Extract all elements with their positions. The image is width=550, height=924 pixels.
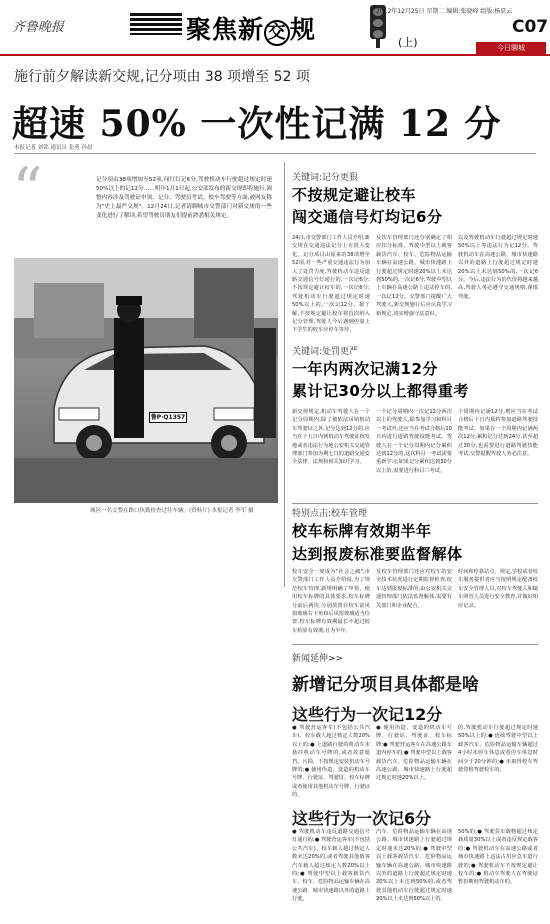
quote-mark-icon: “: [12, 155, 43, 225]
byline: 本报记者 刘铭 通讯员 张勇 孙晨: [14, 145, 93, 151]
main-headline: 超速 50% 一次性记满 12 分: [12, 103, 502, 145]
column-title: 聚焦新 交 规: [186, 15, 317, 44]
section2-col2: 一个记分周期内一次记12分两次以上的驾驶人,除参加学习和科目一考试外,还应当在考试合格后10日内进行道路驾驶技能考试。驾驶人在一个记分周期内记分累积达到12分的,这次科目一考试需要重新学习;如果记分累积达到30分以上的,需要进行科目三考试。: [376, 409, 452, 474]
section1-col3: 以及驾驶机动车行驶超过规定时速50%以上等违法行为记12分。驾驶机动车在高速公路、城市快速路以外的道路上行驶超过规定时速20%以上未达到50%的,一次记6分。今后,违法行为的代价将越来越高,驾驶人务必遵守交通规则,谨慎驾驶。: [458, 235, 538, 300]
photo-illustration: [14, 258, 278, 503]
section1-col1: 24日,市交警部门工作人员介绍,新交规在交通违法记分上有很大变化。记分项目由原来的38项增至52项,对一些严重交通违法行为加大了处罚力度,驾驶机动车违反道路交通信号灯通行的,一次记6分;不按规定避让校车的,一次记6分;驾驶机动车行驶超过规定时速50%以上的,一次记12分。据了解,不按规定避让校车将首次纳入记分管理,驾驶人今后遇到停靠上下学生的校车应停车等待。: [292, 235, 370, 334]
section1-title-line2: 闯交通信号灯均记6分: [292, 208, 443, 226]
section4-sub1-col1: ● 驾驶营运客车(不包括公共汽车)、校车载人超过核定人数20%以上的;● 上道路行驶的机动车未悬挂机动车号牌的,或者故意遮挡、污损、不按规定安装机动车号牌的;● 使用伪造、变造的机动车号牌、行驶证、驾驶证、校车标牌或者使用其他机动车号牌、行驶证的。: [292, 725, 370, 799]
section2-col1: 新交规规定,机动车驾驶人在一个记分周期内,除了被依法吊销机动车驾驶证之外,记分达到12分的,应当在十五日内到机动车驾驶证核发地或者违法行为地公安机关交通管理部门参加为期七日的道路交通安全法律、法规和相关知识学习。: [292, 409, 370, 466]
page-number: C07: [512, 17, 549, 37]
category-badge: 今日聊城: [476, 42, 546, 54]
traffic-police-photo: [14, 258, 278, 503]
lead-paragraph: 记分项由38项增加至52项,闯红灯记6分,驾驶机动车行驶超过规定时速50%以上的记12分……明年1月1日起,公安部发布的新交规即将施行,调整内容涉及驾驶证申领、记分、驾驶员考试、校车驾驶等方面,被网友称为"史上最严交规"。12月24日,记者请聊城市交警部门对新交规的一些变化进行了解读,希望驾驶员朋友们提前熟悉相关规定。: [96, 177, 272, 219]
column-part-label: (上): [398, 36, 418, 49]
section4-sub1-col2: ● 使用伪造、变造的机动车号牌、行驶证、驾驶证、校车标牌;● 驾驶营运客车在高速公路车道内停车的;● 驾驶中型以上载客载货汽车、危险物品运输车辆在高速公路、城市快速路上行驶超过规定时速20%以上。: [376, 725, 452, 782]
section1-col2: 及饮车管理部门还分别确定了相应扣分标准。驾驶中型以上载客载货汽车、校车、危险物品运输车辆在高速公路、城市快速路上行驶超过规定时速20%以上未达到50%的,一次记6分;驾驶中型以上车辆在高速公路上违法停车的,一次记12分。交警部门提醒广大驾驶人,新交规施行后应认真学习新规定,切实增强守法意识。: [376, 235, 452, 317]
traffic-light-pole: [376, 38, 380, 48]
section4-label: 新闻延伸>>: [292, 654, 344, 664]
kicker-headline: 施行前夕解读新交规,记分项由 38 项增至 52 项: [14, 69, 310, 85]
masthead-stripe-decoration: [130, 13, 182, 35]
section4-title: 新增记分项目具体都是啥: [292, 675, 479, 695]
column-title-circle: 交: [264, 20, 290, 46]
section4-sub1: 这些行为一次记12分: [292, 705, 443, 724]
section4-sub2-col1: ● 驾驶机动车违反道路交通信号灯通行的;● 驾驶营运客车(不包括公共汽车)、校车载人超过核定人数未达20%的,或者驾驶其他载客汽车载人超过核定人数20%以上的;● 驾驶中型以上载客载货汽车、校车、危险物品运输车辆在高速公路、城市快速路以外的道路上行驶。: [292, 829, 370, 903]
section1-label: 关键词:记分更狠: [292, 173, 359, 183]
section3-col2: 及校车管理部门还应对校车的安全技术状况进行定期监督检查,校车达到报废标准的,由公安机关交通管理部门依法监督解体,需要有关部门和企业配合。: [376, 569, 452, 609]
license-plate: 鲁P·Q1357: [150, 414, 186, 421]
section2-label: 关键词:处罚更严: [292, 347, 359, 357]
newspaper-name: 齐鲁晚报: [12, 20, 65, 35]
section3-title-line1: 校车标牌有效期半年: [292, 522, 432, 540]
section4-sub2-col3: 50%的;● 驾驶货车载物超过核定载质量30%以上或者违反规定载客的;● 驾驶机动车在高速公路或者城市快速路上违法占用应急车道行驶的;● 驾驶机动车不按规定避让校车的;● 机动车驾驶人在驾驶证暂扣期间驾驶机动车的。: [458, 829, 538, 886]
section-rule-2: [292, 644, 538, 645]
section4-sub2: 这些行为一次记6分: [292, 809, 432, 828]
section2-title-line1: 一年内两次记满12分: [292, 360, 438, 378]
section1-title-line1: 不按规定避让校车: [292, 186, 417, 204]
section3-title-line2: 达到报废标准要监督解体: [292, 545, 463, 563]
section3-label: 特别点击:校车管理: [292, 509, 368, 519]
section-rule: [292, 503, 538, 504]
section4-sub2-col2: 汽车、危险物品运输车辆在高速公路、城市快速路上行驶超过规定时速未达20%的;● 驾驶中型以上载客载货汽车、危险物品运输车辆在高速公路、城市快速路以外的道路上行驶超过规定时速20%以上未达到50%的,或者驾驶其他机动车行驶超过规定时速20%以上未达到50%以上的。: [376, 829, 452, 903]
section3-col3: 时间和停靠站点。规定,学校或者校车服务提供者应当按照规定配备校车安全管理人员,对校车驾驶人和随车照管人员进行安全教育,并做好相应记录。: [458, 569, 538, 609]
section4-sub1-col3: 的,驾驶机动车行驶超过规定时速50%以上的;● 连续驾驶中型以上载客汽车、危险物品运输车辆超过4小时未停车休息或者停车休息时间少于20分钟的;● 未取得校车驾驶资格驾驶校车的。: [458, 725, 538, 774]
headline-rule: [14, 153, 536, 154]
column-divider: [284, 162, 285, 587]
section2-title-line2: 累计记30分以上都得重考: [292, 382, 469, 400]
photo-caption: 城区一名交警在路口执勤检查过往车辆。(资料片) 本报记者 李军 摄: [90, 508, 254, 514]
section3-col1: 校车安全一度成为"社会之痛",市交警部门工作人员介绍说,为了规范校车管理,新规明确了申领、使用校车标牌的具体要求,校车标牌分前后两块,分别放置在校车前风窗玻璃右下角和后风窗玻璃适当位置,校车标牌有效期最长不超过校车检验有效期,且为半年。: [292, 569, 370, 634]
dateline: 2012年12月25日 星期二 编辑:张晓峰 组版:杨显云: [376, 8, 513, 15]
section2-col3: 个周期内记满12分,则应当在考试合格后十日内预约参加道路驾驶技能考试。如果在一个周期内记满两次12分,累积记分达到24分,甚至超过30分,也需要进行道路驾驶技能考试,交警提醒驾驶人务必注意。: [458, 409, 538, 458]
masthead-divider: [0, 54, 550, 56]
